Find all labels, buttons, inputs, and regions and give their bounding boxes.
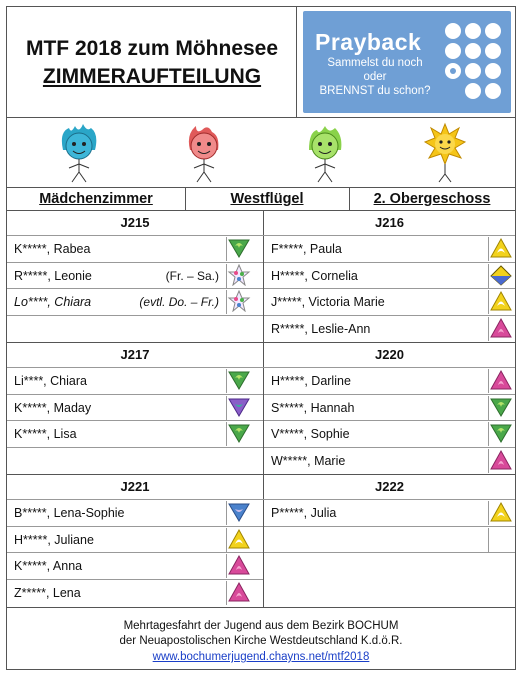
logo-tagline-2: oder: [363, 71, 387, 83]
occupant-name: H*****, Juliane: [14, 532, 94, 547]
yellow-flame-triangle-icon: [488, 290, 514, 314]
green-flame-triangle-icon: [488, 422, 514, 446]
room-heading-j216: J216: [375, 215, 404, 230]
pink-flame-triangle-icon: [488, 449, 514, 473]
table-row: [264, 395, 515, 422]
room-heading-j217: J217: [120, 347, 150, 362]
footer-line-1: Mehrtagesfahrt der Jugend aus dem Bezirk BOCHUM: [123, 620, 399, 632]
occupant-name: J*****, Victoria Marie: [271, 295, 385, 309]
figures-row: [7, 117, 515, 187]
yellow-flame-triangle-icon: [226, 528, 252, 552]
table-row: [7, 316, 263, 343]
occupant-name: Z*****, Lena: [14, 585, 81, 600]
table-row: [7, 421, 263, 448]
page-subtitle: ZIMMERAUFTEILUNG: [42, 65, 262, 88]
footer-link[interactable]: www.bochumerjugend.chayns.net/mtf2018: [152, 651, 370, 663]
table-row: [264, 421, 515, 448]
occupant-name: K*****, Maday: [14, 400, 92, 415]
occupant-name: K*****, Rabea: [14, 242, 91, 256]
room-heading-j221: J221: [120, 479, 150, 494]
red-flame-figure-icon: [182, 122, 226, 184]
occupant-name: S*****, Hannah: [271, 400, 355, 415]
pink-flame-triangle-icon: [488, 369, 514, 393]
green-flame-figure-icon: [303, 122, 347, 184]
table-row: [7, 236, 263, 263]
table-row: [264, 368, 515, 395]
room-heading-j220: J220: [375, 347, 404, 362]
attendance-note: (evtl. Do. – Fr.): [139, 295, 219, 309]
table-row: [7, 500, 263, 527]
title-area: [7, 7, 297, 117]
yellow-sun-figure-icon: [423, 122, 467, 184]
table-row: [264, 236, 515, 263]
pink-flame-triangle-icon: [226, 554, 252, 578]
table-row: [7, 580, 263, 607]
occupant-name: H*****, Darline: [271, 374, 351, 388]
empty-icon-cell: [488, 528, 514, 552]
table-row: [7, 553, 263, 580]
blue-flame-figure-icon: [57, 122, 101, 184]
table-row: [7, 368, 263, 395]
occupant-name: R*****, Leslie-Ann: [271, 321, 371, 336]
occupant-name: R*****, Leonie: [14, 268, 92, 283]
occupant-name: K*****, Anna: [14, 559, 83, 573]
table-row: [7, 448, 263, 475]
occupant-name: P*****, Julia: [271, 506, 337, 520]
purple-flame-triangle-icon: [226, 396, 252, 420]
table-row: [264, 527, 515, 554]
green-flame-triangle-icon: [226, 369, 252, 393]
info-row: [7, 187, 515, 211]
table-row: [264, 448, 515, 475]
occupant-name: K*****, Lisa: [14, 427, 77, 441]
footer-line-2: der Neuapostolischen Kirche Westdeutschland K.d.ö.R.: [119, 635, 403, 647]
attendance-note: (Fr. – Sa.): [165, 268, 219, 283]
table-row: [7, 289, 263, 316]
room-type-label: Mädchenzimmer: [7, 188, 186, 210]
occupant-name: V*****, Sophie: [271, 427, 350, 441]
occupant-name: F*****, Paula: [271, 242, 342, 256]
yellow-flame-triangle-icon: [488, 501, 514, 525]
logo-tagline-3: BRENNST du schon?: [319, 85, 431, 97]
green-flame-triangle-icon: [226, 422, 252, 446]
room-heading-j215: J215: [120, 215, 150, 230]
blue-yellow-flame-triangle-icon: [488, 264, 514, 288]
occupant-name: B*****, Lena-Sophie: [14, 506, 125, 520]
multicolor-star-icon: [226, 264, 252, 288]
table-row: [7, 527, 263, 554]
pink-flame-triangle-icon: [488, 317, 514, 341]
occupant-name: Lo****, Chiara: [14, 295, 92, 309]
floor-label: 2. Obergeschoss: [373, 191, 491, 207]
occupant-name: W*****, Marie: [271, 453, 346, 468]
wing-label: Westflügel: [185, 188, 350, 210]
occupant-name: H*****, Cornelia: [271, 268, 358, 283]
green-flame-triangle-icon: [226, 237, 252, 261]
green-flame-triangle-icon: [488, 396, 514, 420]
logo-brand: Prayback: [315, 29, 422, 55]
occupant-name: Li****, Chiara: [14, 374, 87, 388]
footer: [7, 607, 515, 671]
table-row: [7, 263, 263, 290]
multicolor-star-icon: [226, 290, 252, 314]
blue-flame-triangle-icon: [226, 501, 252, 525]
room-heading-j222: J222: [375, 479, 404, 494]
table-row: [264, 316, 515, 343]
table-row: [264, 500, 515, 527]
prayback-logo: [303, 11, 511, 113]
yellow-flame-triangle-icon: [488, 237, 514, 261]
logo-tagline-1: Sammelst du noch: [327, 57, 423, 69]
table-row: [264, 289, 515, 316]
page-title: MTF 2018 zum Möhnesee: [25, 37, 279, 60]
pink-flame-triangle-icon: [226, 581, 252, 605]
room-plan-sheet: [6, 6, 516, 670]
dot-grid-icon: [443, 21, 507, 105]
table-row: [264, 263, 515, 290]
table-row: [7, 395, 263, 422]
